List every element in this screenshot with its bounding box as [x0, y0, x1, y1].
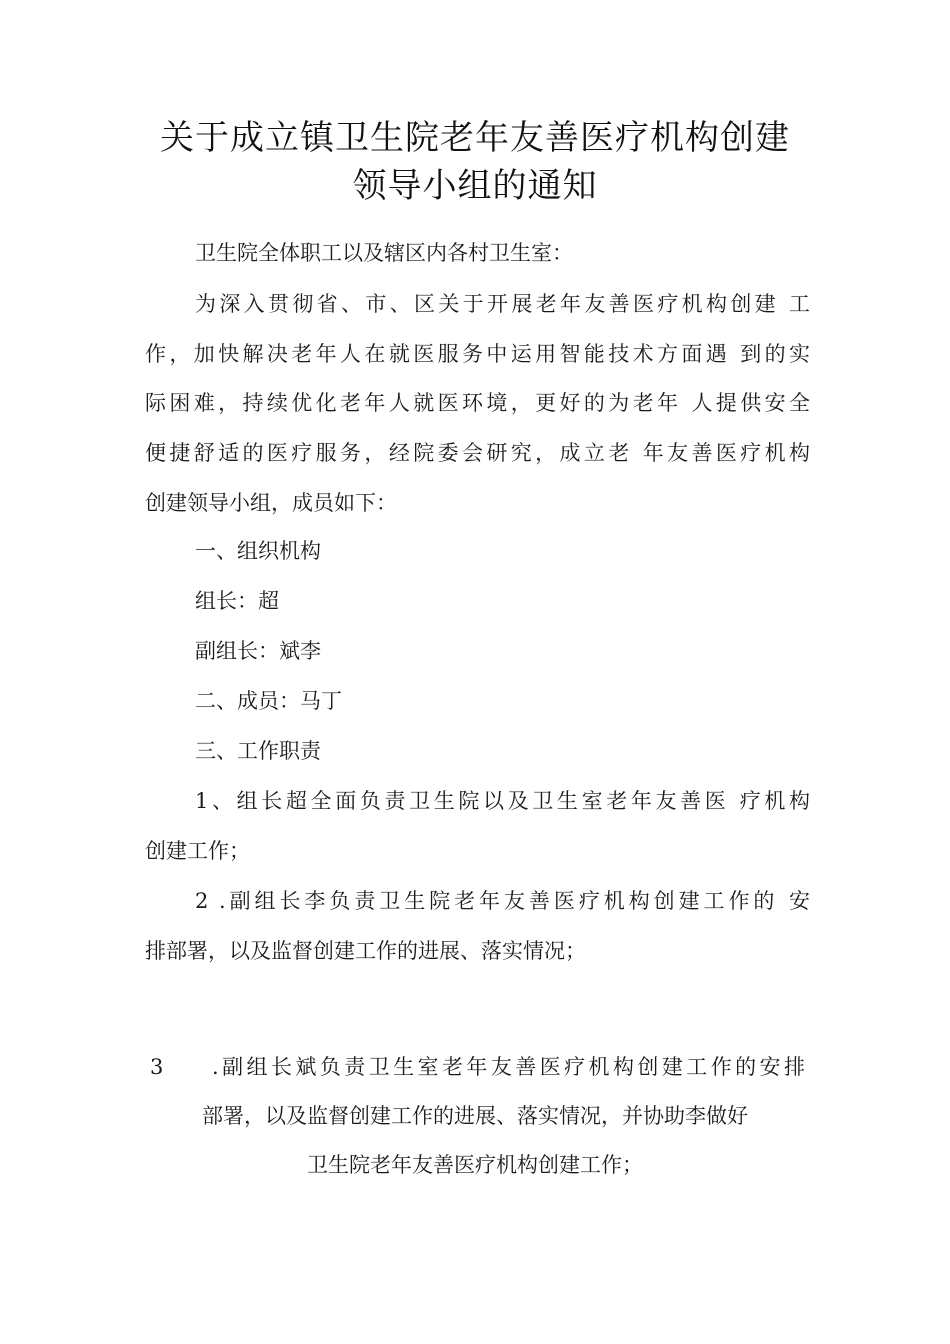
section-heading-organization: 一、组织机构	[195, 539, 321, 563]
duty-2-line-1: 2 .副组长李负责卫生院老年友善医疗机构创建工作的 安	[195, 889, 810, 913]
duty-3-line-2: 部署，以及监督创建工作的进展、落实情况，并协助李做好	[202, 1104, 748, 1128]
intro-paragraph	[145, 280, 810, 529]
salutation: 卫生院全体职工以及辖区内各村卫生室：	[195, 241, 573, 265]
members-line: 二、成员：马丁	[195, 689, 342, 713]
duty-1-paragraph	[145, 777, 810, 876]
leader-line: 组长：超	[195, 589, 279, 613]
intro-line-3: 际困难，持续优化老年人就医环境，更好的为老年 人提供安全	[145, 391, 810, 416]
duty-1-line-2: 创建工作；	[145, 838, 250, 863]
intro-line-4: 便捷舒适的医疗服务，经院委会研究，成立老 年友善医疗机构	[145, 441, 810, 466]
duty-3-line-1: .副组长斌负责卫生室老年友善医疗机构创建工作的安排	[212, 1055, 805, 1079]
duty-1-line-1: 1、组长超全面负责卫生院以及卫生室老年友善医 疗机构	[195, 789, 810, 813]
intro-line-1: 为深入贯彻省、市、区关于开展老年友善医疗机构创建 工	[195, 292, 810, 316]
section-heading-duties: 三、工作职责	[195, 739, 321, 763]
duty-2-paragraph	[145, 877, 810, 976]
duty-2-line-2: 排部署，以及监督创建工作的进展、落实情况；	[145, 938, 586, 963]
document-title-line-2: 领导小组的通知	[352, 166, 598, 206]
intro-line-2: 作，加快解决老年人在就医服务中运用智能技术方面遇 到的实	[145, 341, 810, 366]
intro-line-5: 创建领导小组，成员如下：	[145, 490, 397, 515]
document-title-line-1: 关于成立镇卫生院老年友善医疗机构创建	[160, 118, 790, 158]
duty-3-line-3: 卫生院老年友善医疗机构创建工作；	[307, 1153, 643, 1177]
deputy-leader-line: 副组长：斌李	[195, 639, 321, 663]
duty-3-number: 3	[150, 1055, 164, 1079]
